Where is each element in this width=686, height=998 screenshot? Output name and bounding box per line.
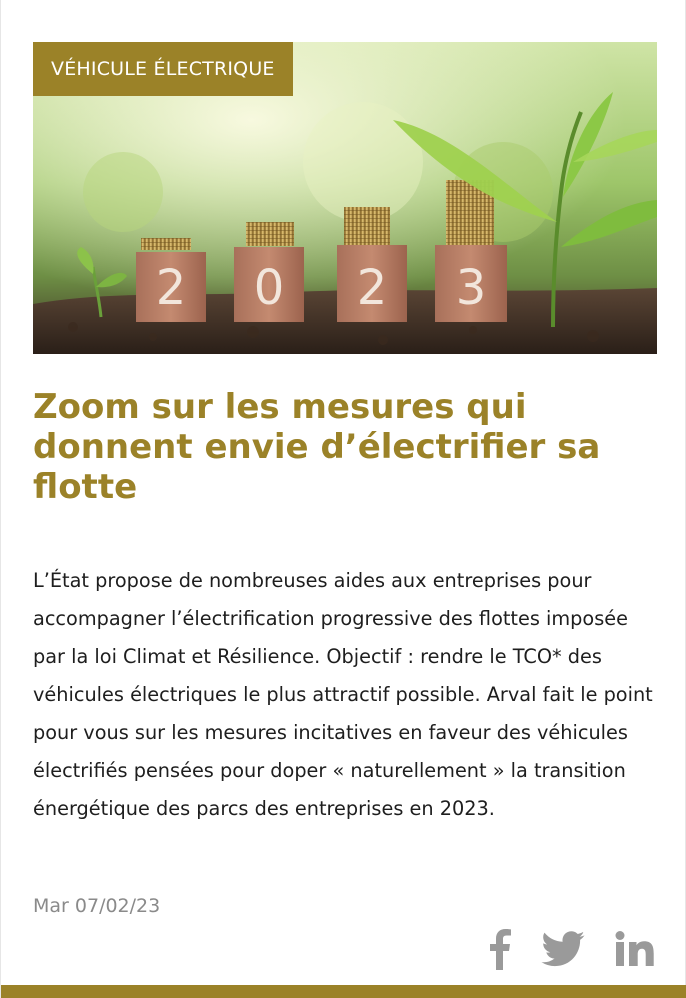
block-digit-1: 2 (155, 260, 187, 316)
article-image[interactable] (33, 42, 657, 354)
block-digit-4: 3 (455, 260, 487, 316)
card-bottom-border (1, 985, 686, 998)
article-title[interactable]: Zoom sur les mesures qui donnent envie d’électrifier sa flotte (33, 387, 601, 507)
facebook-icon[interactable] (487, 928, 511, 974)
block-digit-3: 2 (356, 260, 388, 316)
publish-date: Mar 07/02/23 (33, 895, 161, 917)
linkedin-icon[interactable] (615, 931, 655, 971)
share-links (487, 928, 655, 974)
block-digit-2: 0 (253, 260, 285, 316)
article-excerpt: L’État propose de nombreuses aides aux entreprises pour accompagner l’électrification progressive des flottes imposée par la loi Climat et Résilience. Objectif : rendre le TCO* des véhicules électriques le plus attractif possible. Arval fait le point pour vous sur les mesures incitatives en faveur des véhicules électrifiés pensées pour doper « naturellement » la transition énergétique des parcs des entreprises en 2023. (33, 569, 653, 820)
twitter-icon[interactable] (541, 931, 585, 971)
category-tag[interactable]: VÉHICULE ÉLECTRIQUE (33, 42, 293, 96)
